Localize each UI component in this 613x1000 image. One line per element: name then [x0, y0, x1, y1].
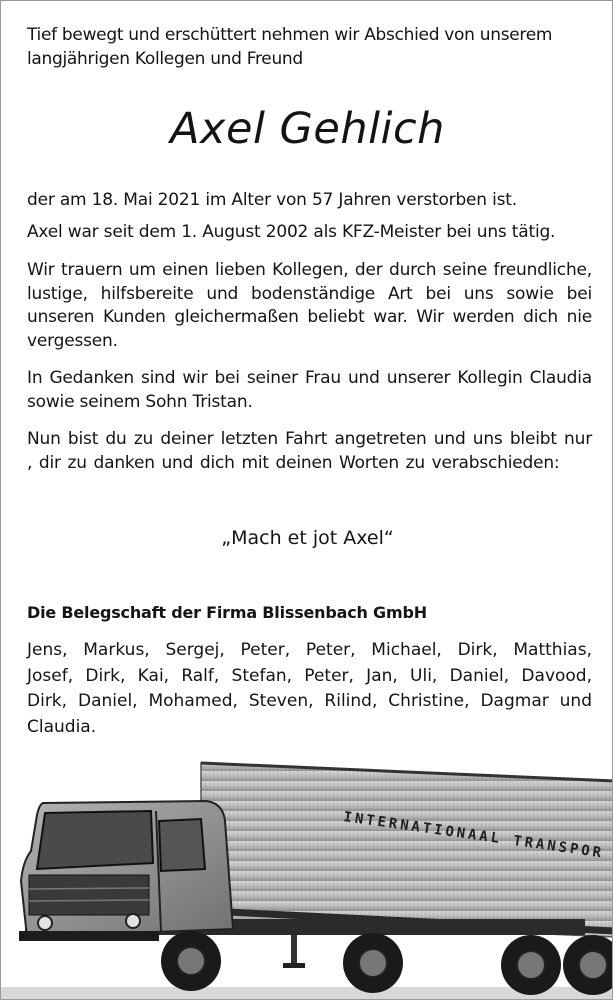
front-bumper — [19, 931, 159, 941]
company-signature: Die Belegschaft der Firma Blissenbach GmbH — [27, 603, 427, 622]
deceased-name: Axel Gehlich — [170, 104, 445, 154]
intro-text — [27, 23, 592, 71]
farewell-paragraph: Nun bist du zu deiner letzten Fahrt angetreten und uns bleibt nur , dir zu danken und dich mit deinen Worten zu verabschieden: — [27, 429, 592, 473]
employment-paragraph: Axel war seit dem 1. August 2002 als KFZ-Meister bei uns tätig. — [27, 222, 556, 242]
cab-side-window — [159, 819, 205, 871]
cab-windshield — [37, 811, 153, 869]
rear-wheel — [343, 933, 403, 993]
headlight — [38, 916, 52, 930]
family-paragraph: In Gedanken sind wir bei seiner Frau und unserer Kollegin Claudia sowie seinem Sohn Tristan. — [27, 368, 592, 412]
truck-illustration — [1, 751, 613, 1000]
headlight — [126, 914, 140, 928]
front-wheel — [161, 931, 221, 991]
trailer-wheel — [501, 935, 561, 995]
trailer-wheel — [563, 935, 613, 995]
mourning-paragraph: Wir trauern um einen lieben Kollegen, der durch seine freundliche, lustige, hilfsbereite und bodenständige Art bei uns sowie bei unseren Kunden gleichermaßen beliebt war. Wir werden dich nie vergessen. — [27, 260, 592, 351]
cab-grille — [29, 875, 149, 915]
intro-line-2: langjährigen Kollegen und Freund — [27, 49, 303, 69]
colleague-names: Jens, Markus, Sergej, Peter, Peter, Michael, Dirk, Matthias, Josef, Dirk, Kai, Ralf, Stefan, Peter, Jan, Uli, Daniel, Davood, Dirk, Daniel, Mohamed, Steven, Rilind, Christine, Dagmar und Claudia. — [27, 640, 592, 737]
landing-gear-foot — [283, 963, 305, 968]
grille-line — [29, 900, 149, 901]
intro-line-1: Tief bewegt und erschüttert nehmen wir Abschied von unserem — [27, 25, 553, 45]
death-date-paragraph: der am 18. Mai 2021 im Alter von 57 Jahren verstorben ist. — [27, 190, 517, 210]
farewell-quote: „Mach et jot Axel“ — [221, 527, 394, 549]
grille-line — [29, 888, 149, 889]
trailer-lettering: INTERNATIONAAL TRANSPOR — [342, 809, 605, 862]
